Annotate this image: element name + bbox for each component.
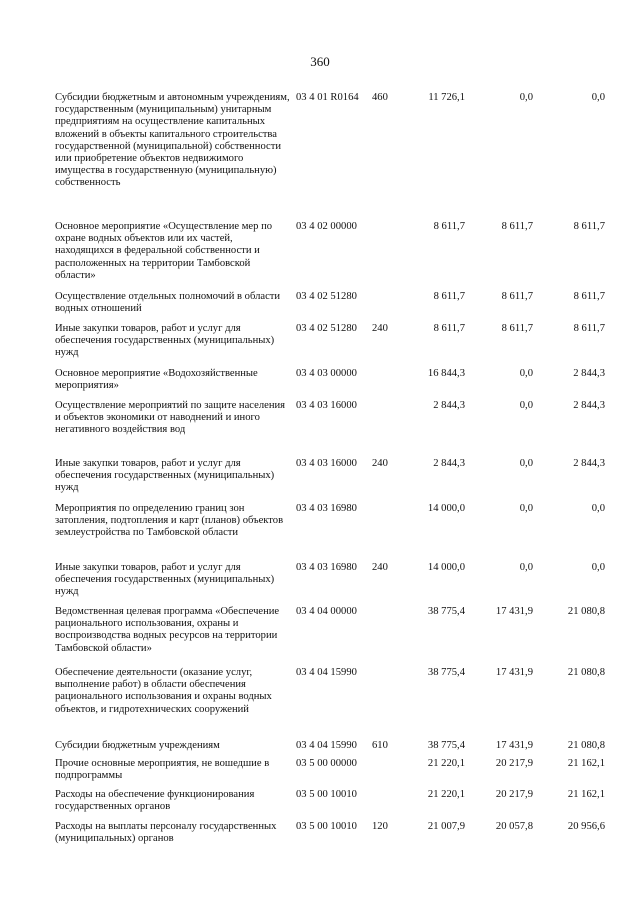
- row-amount-year1: 8 611,7: [433, 323, 465, 334]
- row-amount-year3: 2 844,3: [573, 458, 605, 469]
- row-amount-year1: 2 844,3: [433, 400, 465, 411]
- row-description: Иные закупки товаров, работ и услуг для обеспечения государственных (муниципальных) нужд: [55, 458, 275, 494]
- row-amount-year1: 38 775,4: [427, 606, 465, 617]
- row-code: 03 4 04 15990: [296, 740, 357, 751]
- row-amount-year2: 8 611,7: [501, 221, 533, 232]
- row-amount-year2: 8 611,7: [501, 323, 533, 334]
- row-code: 03 5 00 00000: [296, 758, 357, 769]
- row-description: Субсидии бюджетным учреждениям: [55, 740, 220, 751]
- row-description: Прочие основные мероприятия, не вошедшие в подпрограммы: [55, 758, 270, 782]
- row-expense-type: 120: [372, 821, 388, 832]
- row-code: 03 4 03 16980: [296, 503, 357, 514]
- row-amount-year3: 8 611,7: [573, 291, 605, 302]
- row-amount-year2: 8 611,7: [501, 291, 533, 302]
- row-amount-year3: 21 162,1: [567, 758, 605, 769]
- row-amount-year2: 0,0: [519, 503, 533, 514]
- row-amount-year3: 21 080,8: [567, 740, 605, 751]
- row-description: Обеспечение деятельности (оказание услуг, выполнение работ) в области обеспечения рационального использования и охраны водных объектов, и гидротехнических сооружений: [55, 667, 272, 715]
- row-amount-year2: 17 431,9: [495, 667, 533, 678]
- row-amount-year2: 20 217,9: [495, 789, 533, 800]
- row-amount-year2: 0,0: [519, 368, 533, 379]
- row-expense-type: 460: [372, 92, 388, 103]
- row-code: 03 4 03 16000: [296, 458, 357, 469]
- row-amount-year2: 0,0: [519, 562, 533, 573]
- row-description: Иные закупки товаров, работ и услуг для обеспечения государственных (муниципальных) нужд: [55, 562, 275, 598]
- row-amount-year3: 8 611,7: [573, 221, 605, 232]
- row-amount-year2: 20 217,9: [495, 758, 533, 769]
- row-amount-year3: 20 956,6: [567, 821, 605, 832]
- row-code: 03 4 01 R0164: [296, 92, 359, 103]
- row-expense-type: 240: [372, 323, 388, 334]
- row-amount-year1: 21 220,1: [427, 789, 465, 800]
- row-description: Основное мероприятие «Осуществление мер по охране водных объектов или их частей, находящихся в федеральной собственности и расположенных на территории Тамбовской области»: [55, 221, 273, 281]
- row-amount-year3: 0,0: [591, 562, 605, 573]
- row-amount-year1: 21 220,1: [427, 758, 465, 769]
- row-description: Мероприятия по определению границ зон затопления, подтопления и карт (планов) объектов землеустройства по Тамбовской области: [55, 503, 284, 539]
- row-amount-year3: 8 611,7: [573, 323, 605, 334]
- row-amount-year2: 20 057,8: [495, 821, 533, 832]
- row-expense-type: 240: [372, 458, 388, 469]
- row-amount-year1: 16 844,3: [427, 368, 465, 379]
- row-code: 03 4 02 00000: [296, 221, 357, 232]
- row-description: Расходы на выплаты персоналу государственных (муниципальных) органов: [55, 821, 277, 845]
- row-amount-year3: 2 844,3: [573, 400, 605, 411]
- row-description: Расходы на обеспечение функционирования государственных органов: [55, 789, 255, 813]
- row-code: 03 4 03 16000: [296, 400, 357, 411]
- row-amount-year2: 17 431,9: [495, 606, 533, 617]
- page-number: 360: [310, 54, 330, 69]
- row-amount-year2: 0,0: [519, 400, 533, 411]
- row-expense-type: 240: [372, 562, 388, 573]
- row-amount-year1: 2 844,3: [433, 458, 465, 469]
- row-amount-year1: 14 000,0: [427, 562, 465, 573]
- row-description: Ведомственная целевая программа «Обеспечение рационального использования, охраны и воспроизводства водных ресурсов на территории Тамбовской области»: [55, 606, 280, 654]
- row-code: 03 5 00 10010: [296, 821, 357, 832]
- row-amount-year2: 0,0: [519, 92, 533, 103]
- row-code: 03 4 03 16980: [296, 562, 357, 573]
- row-code: 03 4 04 15990: [296, 667, 357, 678]
- row-expense-type: 610: [372, 740, 388, 751]
- row-amount-year1: 8 611,7: [433, 221, 465, 232]
- row-description: Осуществление отдельных полномочий в области водных отношений: [55, 291, 281, 315]
- row-amount-year1: 38 775,4: [427, 667, 465, 678]
- row-amount-year1: 38 775,4: [427, 740, 465, 751]
- row-amount-year3: 0,0: [591, 503, 605, 514]
- row-amount-year3: 21 080,8: [567, 667, 605, 678]
- row-amount-year1: 8 611,7: [433, 291, 465, 302]
- row-amount-year2: 0,0: [519, 458, 533, 469]
- row-amount-year2: 17 431,9: [495, 740, 533, 751]
- row-amount-year1: 11 726,1: [428, 92, 465, 103]
- row-amount-year3: 21 080,8: [567, 606, 605, 617]
- row-description: Основное мероприятие «Водохозяйственные мероприятия»: [55, 368, 258, 392]
- row-code: 03 4 03 00000: [296, 368, 357, 379]
- row-description: Субсидии бюджетным и автономным учреждениям, государственным (муниципальным) унитарным предприятиям на осуществление капитальных вложений в объекты капитального строительства государственной (муниципальной) собственности или приобретение объектов недвижимого имущества в государственную (муниципальную) собственность: [55, 92, 290, 189]
- row-description: Осуществление мероприятий по защите населения и объектов экономики от наводнений и иного негативного воздействия вод: [55, 400, 286, 436]
- row-amount-year1: 14 000,0: [427, 503, 465, 514]
- row-code: 03 4 02 51280: [296, 291, 357, 302]
- row-description: Иные закупки товаров, работ и услуг для обеспечения государственных (муниципальных) нужд: [55, 323, 275, 359]
- row-code: 03 5 00 10010: [296, 789, 357, 800]
- row-amount-year3: 0,0: [591, 92, 605, 103]
- row-amount-year3: 2 844,3: [573, 368, 605, 379]
- row-amount-year1: 21 007,9: [427, 821, 465, 832]
- row-amount-year3: 21 162,1: [567, 789, 605, 800]
- row-code: 03 4 04 00000: [296, 606, 357, 617]
- row-code: 03 4 02 51280: [296, 323, 357, 334]
